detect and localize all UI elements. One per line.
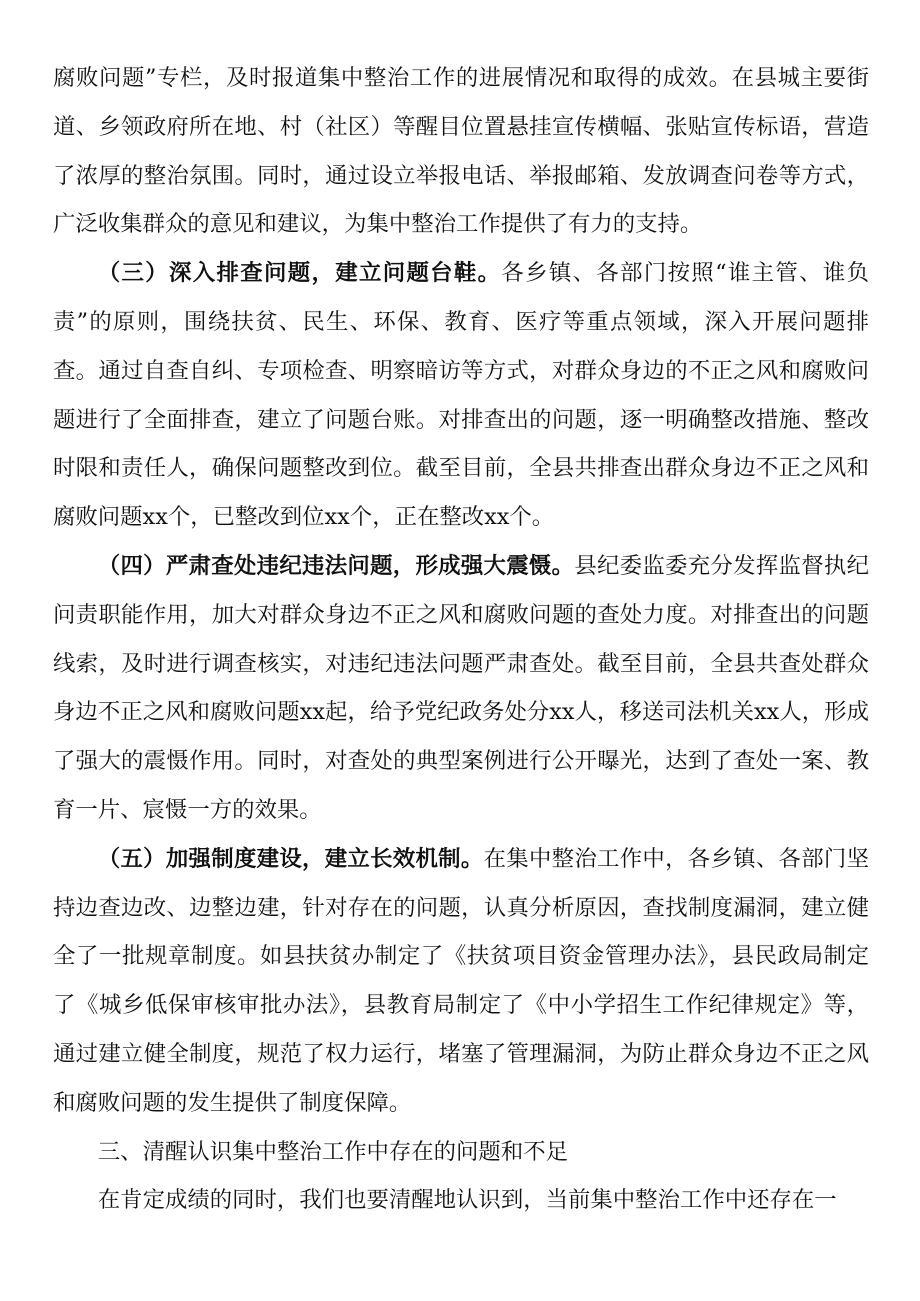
paragraph-investigate-problems (53, 249, 869, 542)
paragraph-lead: （五）加强制度建设，建立长效机制。 (97, 845, 484, 872)
paragraph-system-building (53, 835, 869, 1128)
paragraph-lead: （四）严肃查处违纪违法问题，形成强大震慑。 (97, 552, 575, 579)
document-page (53, 54, 869, 1225)
paragraph-body: 腐败问题”专栏，及时报道集中整治工作的进展情况和取得的成效。在县城主要街道、乡领政府所在地、村（社区）等醒目位置悬挂宣传横幅、张贴宣传标语，营造了浓厚的整治氛围。同时，通过设立举报电话、举报邮箱、发放调查问卷等方式，广泛收集群众的意见和建议，为集中整治工作提供了有力的支持。 (53, 65, 869, 238)
paragraph-lead: （三）深入排查问题，建立问题台鞋。 (97, 260, 502, 287)
paragraph-body: 县纪委监委充分发挥监督执纪问责职能作用，加大对群众身边不正之风和腐败问题的查处力度。对排查出的问题线索，及时进行调查核实，对违纪违法问题严肃查处。截至目前，全县共查处群众身边不正之风和腐败问题xx起，给予党纪政务处分xx人，移送司法机关xx人，形成了强大的震慑作用。同时，对查处的典型案例进行公开曝光，达到了查处一案、教育一片、宸慑一方的效果。 (53, 552, 870, 823)
paragraph-body: 在集中整治工作中，各乡镇、各部门坚持边查边改、边整边建，针对存在的问题，认真分析原因，查找制度漏洞，建立健全了一批规章制度。如县扶贫办制定了《扶贫项目资金管理办法》，县民政局制定了《城乡低保审核审批办法》，县教育局制定了《中小学招生工作纪律规定》等，通过建立健全制度，规范了权力运行，堵塞了管理漏洞，为防止群众身边不正之风和腐败问题的发生提供了制度保障。 (53, 845, 870, 1116)
paragraph-body: 各乡镇、各部门按照“谁主管、谁负责”的原则，围绕扶贫、民生、环保、教育、医疗等重点领域，深入开展问题排查。通过自查自纠、专项检查、明察暗访等方式，对群众身边的不正之风和腐败问题进行了全面排查，建立了问题台账。对排查出的问题，逐一明确整改措施、整改时限和责任人，确保问题整改到位。截至目前，全县共排查出群众身边不正之风和腐败问题xx个，已整改到位xx个，正在整改xx个。 (53, 260, 870, 531)
section-heading: 三、清醒认识集中整治工作中存在的问题和不足 (97, 1138, 568, 1165)
paragraph-closing: 在肯定成绩的同时，我们也要清醒地认识到，当前集中整治工作中还存在一 (97, 1187, 837, 1214)
paragraph-punish-violations (53, 542, 869, 835)
paragraph-publicity (53, 54, 869, 249)
